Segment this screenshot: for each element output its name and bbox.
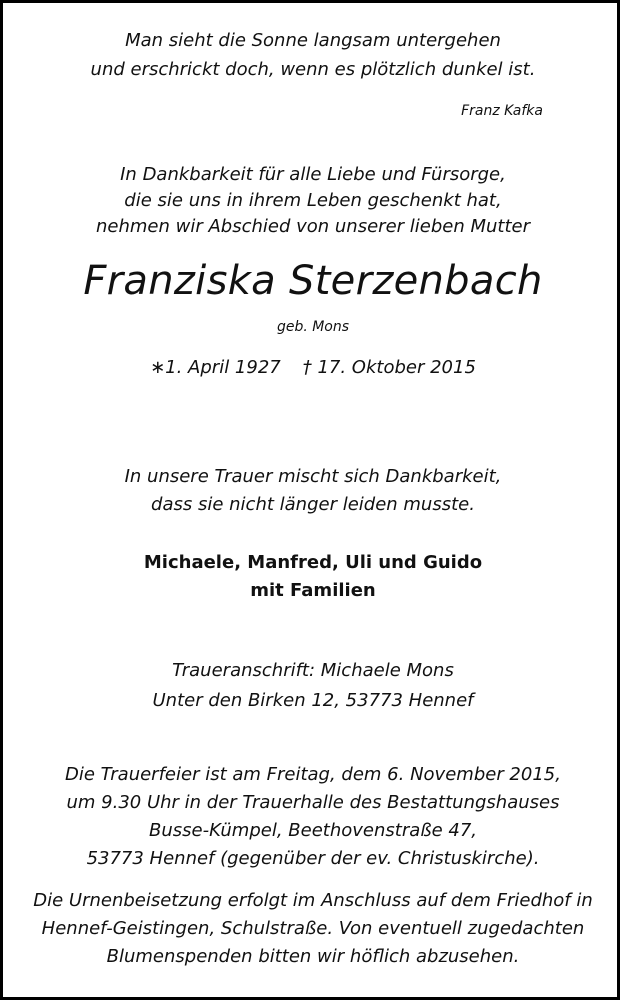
mourners-line-2: mit Familien <box>250 580 376 601</box>
ceremony-line-4: 53773 Hennef (gegenüber der ev. Christuskirche). <box>86 848 540 869</box>
gratitude-line-2: dass sie nicht länger leiden musste. <box>151 494 475 515</box>
maiden-name: geb. Mons <box>276 319 350 335</box>
death-date: † 17. Oktober 2015 <box>302 357 476 378</box>
quote-line-1: Man sieht die Sonne langsam untergehen <box>125 30 501 51</box>
burial-line-3: Blumenspenden bitten wir höflich abzusehen. <box>106 946 520 967</box>
deceased-name: Franziska Sterzenbach <box>83 258 543 304</box>
gratitude-line-1: In unsere Trauer mischt sich Dankbarkeit, <box>124 466 502 487</box>
quote-author: Franz Kafka <box>461 103 543 119</box>
intro-line-2: die sie uns in ihrem Leben geschenkt hat, <box>124 190 502 211</box>
ceremony-line-2: um 9.30 Uhr in der Trauerhalle des Bestattungshauses <box>66 792 560 813</box>
ceremony-line-1: Die Trauerfeier ist am Freitag, dem 6. November 2015, <box>65 764 561 785</box>
burial-line-1: Die Urnenbeisetzung erfolgt im Anschluss auf dem Friedhof in <box>33 890 593 911</box>
address-line-2: Unter den Birken 12, 53773 Hennef <box>152 690 474 711</box>
life-dates <box>3 356 620 380</box>
quote-line-2: und erschrickt doch, wenn es plötzlich dunkel ist. <box>90 59 536 80</box>
ceremony-line-3: Busse-Kümpel, Beethovenstraße 47, <box>148 820 478 841</box>
birth-date: ∗1. April 1927 <box>150 357 281 378</box>
address-line-1: Traueranschrift: Michaele Mons <box>172 660 454 681</box>
mourners-line-1: Michaele, Manfred, Uli und Guido <box>143 552 483 573</box>
burial-line-2: Hennef-Geistingen, Schulstraße. Von eventuell zugedachten <box>41 918 585 939</box>
intro-line-3: nehmen wir Abschied von unserer lieben Mutter <box>95 216 530 237</box>
intro-line-1: In Dankbarkeit für alle Liebe und Fürsorge, <box>120 164 506 185</box>
